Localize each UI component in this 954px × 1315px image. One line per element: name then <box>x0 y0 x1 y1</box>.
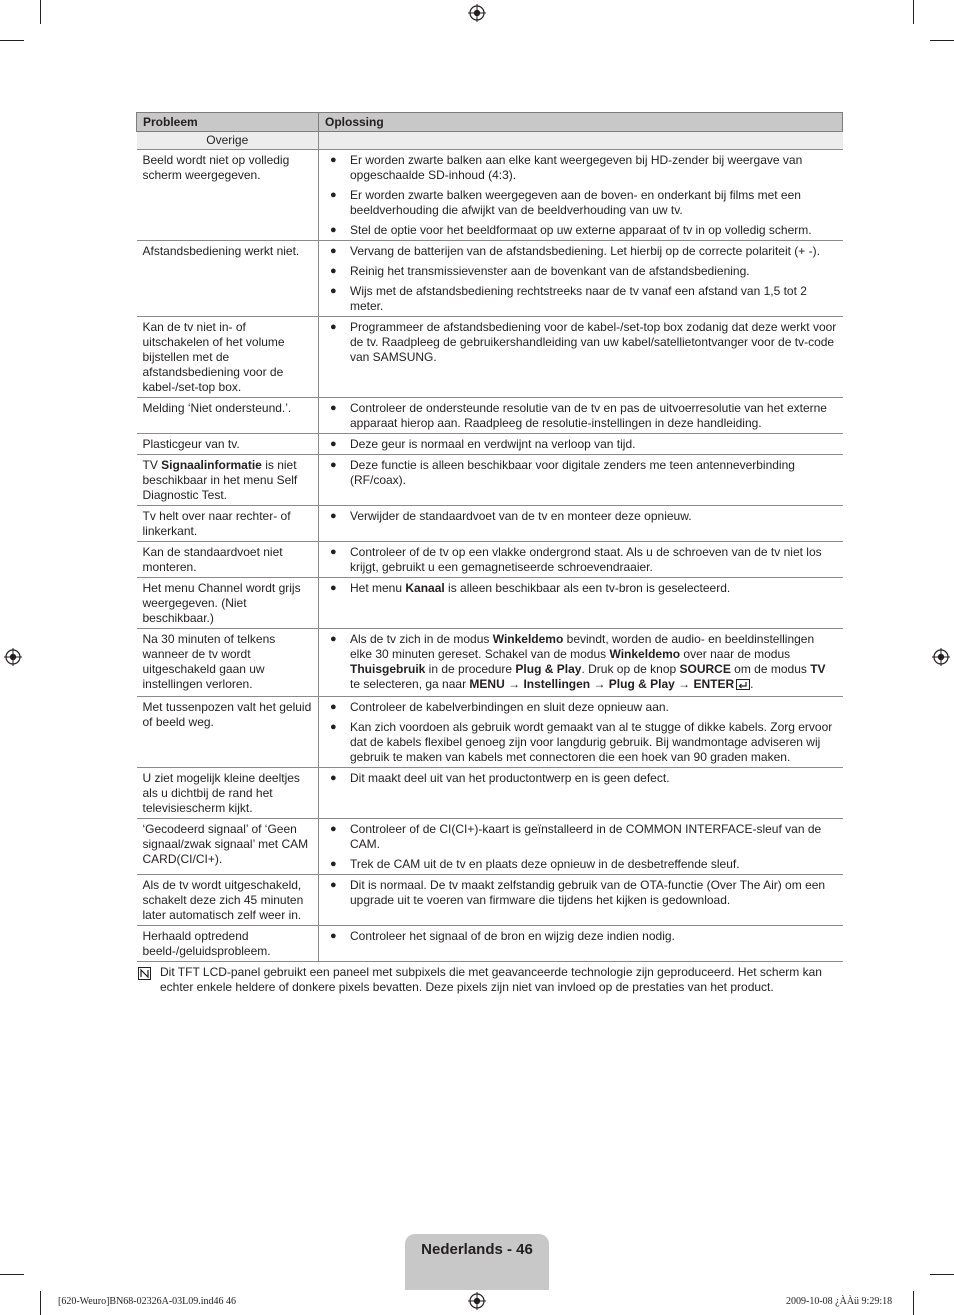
bold-term: Instellingen <box>523 677 591 691</box>
bullet-icon: ● <box>330 285 337 297</box>
crop-mark <box>930 40 954 41</box>
solution-cell <box>319 398 843 434</box>
bold-term: ENTER <box>693 677 735 691</box>
text-run: . <box>750 677 754 691</box>
table-row <box>137 455 843 506</box>
crop-mark <box>0 40 24 41</box>
solution-cell <box>319 542 843 578</box>
text-run: Deze functie is alleen beschikbaar voor digitale zenders me teen antenneverbinding (RF/coax). <box>350 458 795 487</box>
solution-list <box>325 822 837 872</box>
note <box>136 965 836 995</box>
bold-term: Signaalinformatie <box>161 458 262 472</box>
text-run: Controleer de ondersteunde resolutie van de tv en pas de uitvoerresolutie van het externe apparaat hierop aan. Raadpleeg de resolutie-instellingen in deze handleiding. <box>350 401 827 430</box>
solution-item <box>325 929 837 944</box>
bold-term: Winkeldemo <box>609 647 681 661</box>
registration-mark-icon <box>468 1292 486 1310</box>
text-run: Dit maakt deel uit van het productontwerp en is geen defect. <box>350 771 670 785</box>
text-run: Er worden zwarte balken aan elke kant weergegeven bij HD-zender bij weergave van opgeschaalde SD-inhoud (4:3). <box>350 153 803 182</box>
bullet-icon: ● <box>330 154 337 166</box>
problem-cell <box>137 926 319 962</box>
bullet-icon: ● <box>330 265 337 277</box>
solution-list <box>325 401 837 431</box>
problem-cell <box>137 768 319 819</box>
bullet-icon: ● <box>330 546 337 558</box>
page-number-label: Nederlands - 46 <box>421 1241 533 1258</box>
bullet-icon: ● <box>330 402 337 414</box>
text-run: Verwijder de standaardvoet van de tv en monteer deze opnieuw. <box>350 509 692 523</box>
bullet-icon: ● <box>330 858 337 870</box>
solution-item <box>325 223 837 238</box>
solution-list <box>325 771 837 786</box>
bold-term: Kanaal <box>405 581 445 595</box>
table-row <box>137 629 843 697</box>
text-run: Programmeer de afstandsbediening voor de kabel-/set-top box zodanig dat deze werkt voor de tv. Raadpleeg de gebruikershandleiding van uw kabel/satellietontvanger voor de tv-code van SAMSUNG. <box>350 320 837 364</box>
enter-icon <box>736 679 750 694</box>
solution-item <box>325 458 837 488</box>
table-row <box>137 241 843 317</box>
solution-item <box>325 401 837 431</box>
table-row <box>137 578 843 629</box>
problem-cell <box>137 434 319 455</box>
bold-term: Thuisgebruik <box>350 662 426 676</box>
text-run: Controleer of de tv op een vlakke ondergrond staat. Als u de schroeven van de tv niet los krijgt, gebruikt u een gemagnetiseerde schroevendraaier. <box>350 545 822 574</box>
text-run: Het menu <box>350 581 406 595</box>
text-run: Met tussenpozen valt het geluid of beeld weg. <box>142 700 312 729</box>
solution-list <box>325 458 837 488</box>
solution-cell <box>319 150 843 241</box>
solution-item <box>325 284 837 314</box>
registration-mark-icon <box>932 648 950 666</box>
solution-cell <box>319 875 843 926</box>
solution-item <box>325 244 837 259</box>
solution-list <box>325 581 837 596</box>
crop-mark <box>40 1291 41 1315</box>
footer-timestamp: 2009-10-08 ¿ÀÀü 9:29:18 <box>786 1296 893 1307</box>
text-run: Afstandsbediening werkt niet. <box>142 244 300 258</box>
text-run: Deze geur is normaal en verdwijnt na verloop van tijd. <box>350 437 636 451</box>
text-run: Dit is normaal. De tv maakt zelfstandig gebruik van de OTA-functie (Over The Air) om een upgrade uit te voeren van firmware die tijdens het kijken is gedownload. <box>350 878 826 907</box>
registration-mark-icon <box>468 4 486 22</box>
text-run: U ziet mogelijk kleine deeltjes als u dichtbij de rand het televisiescherm kijkt. <box>142 771 300 815</box>
bullet-icon: ● <box>330 772 337 784</box>
text-run: Herhaald optredend beeld-/geluidsprobleem. <box>142 929 271 958</box>
problem-cell <box>137 697 319 768</box>
bullet-icon: ● <box>330 721 337 733</box>
bullet-icon: ● <box>330 633 337 645</box>
solution-item <box>325 857 837 872</box>
text-run: Controleer de kabelverbindingen en sluit deze opnieuw aan. <box>350 700 669 714</box>
page-number-tab <box>405 1234 549 1290</box>
section-row <box>137 132 843 150</box>
solution-cell <box>319 434 843 455</box>
text-run: Controleer of de CI(CI+)-kaart is geïnstalleerd in de COMMON INTERFACE-sleuf van de CAM. <box>350 822 822 851</box>
problem-cell <box>137 578 319 629</box>
table-row <box>137 926 843 962</box>
section-empty-cell <box>319 132 843 150</box>
text-run: Als de tv zich in de modus <box>350 632 493 646</box>
solution-cell <box>319 926 843 962</box>
solution-list <box>325 545 837 575</box>
table-body <box>137 132 843 962</box>
bullet-icon: ● <box>330 930 337 942</box>
troubleshooting-table <box>136 112 843 962</box>
table-row <box>137 150 843 241</box>
text-run: Trek de CAM uit de tv en plaats deze opnieuw in de desbetreffende sleuf. <box>350 857 740 871</box>
problem-cell <box>137 455 319 506</box>
crop-mark <box>913 1291 914 1315</box>
bullet-icon: ● <box>330 224 337 236</box>
text-run: → <box>504 677 524 691</box>
text-run: Plasticgeur van tv. <box>142 437 240 451</box>
text-run: Het menu Channel wordt grijs weergegeven. (Niet beschikbaar.) <box>142 581 301 625</box>
bullet-icon: ● <box>330 701 337 713</box>
bullet-icon: ● <box>330 510 337 522</box>
text-run: in de procedure <box>425 662 516 676</box>
solution-list <box>325 700 837 765</box>
solution-cell <box>319 768 843 819</box>
text-run: Stel de optie voor het beeldformaat op uw externe apparaat of tv in op volledig scherm. <box>350 223 812 237</box>
solution-cell <box>319 578 843 629</box>
problem-cell <box>137 819 319 875</box>
text-run: → <box>674 677 694 691</box>
table-header-row <box>137 113 843 132</box>
solution-cell <box>319 629 843 697</box>
bullet-icon: ● <box>330 823 337 835</box>
text-run: Reinig het transmissievenster aan de bovenkant van de afstandsbediening. <box>350 264 750 278</box>
solution-list <box>325 929 837 944</box>
solution-item <box>325 188 837 218</box>
text-run: Beeld wordt niet op volledig scherm weergegeven. <box>142 153 290 182</box>
registration-mark-icon <box>4 648 22 666</box>
solution-item <box>325 437 837 452</box>
bullet-icon: ● <box>330 459 337 471</box>
solution-item <box>325 153 837 183</box>
section-label: Overige <box>137 132 319 150</box>
text-run: Na 30 minuten of telkens wanneer de tv wordt uitgeschakeld gaan uw instellingen verloren. <box>142 632 276 691</box>
text-run: bevindt, worden de audio- en beeldinstellingen elke 30 minuten gereset. Schakel van de modus <box>350 632 815 661</box>
solution-item <box>325 581 837 596</box>
table-row <box>137 542 843 578</box>
crop-mark <box>930 1274 954 1275</box>
solution-list <box>325 632 837 694</box>
crop-mark <box>0 1274 24 1275</box>
solution-list <box>325 437 837 452</box>
problem-cell <box>137 398 319 434</box>
solution-cell <box>319 455 843 506</box>
text-run: over naar de modus <box>680 647 791 661</box>
solution-cell <box>319 241 843 317</box>
solution-item <box>325 545 837 575</box>
bullet-icon: ● <box>330 321 337 333</box>
solution-cell <box>319 819 843 875</box>
text-run: TV <box>142 458 162 472</box>
bullet-icon: ● <box>330 582 337 594</box>
text-run: → <box>590 677 609 691</box>
solution-cell <box>319 317 843 398</box>
solution-list <box>325 244 837 314</box>
note-text: Dit TFT LCD-panel gebruikt een paneel met subpixels die met geavanceerde technologie zijn geproduceerd. Het scherm kan echter enkele heldere of donkere pixels bevatten. Deze pixels zijn niet van invloed op de prestaties van het product. <box>160 965 822 994</box>
solution-item <box>325 264 837 279</box>
text-run: Vervang de batterijen van de afstandsbediening. Let hierbij op de correcte polariteit (+ -). <box>350 244 820 258</box>
text-run: is alleen beschikbaar als een tv-bron is geselecteerd. <box>444 581 731 595</box>
problem-cell <box>137 629 319 697</box>
bullet-icon: ● <box>330 245 337 257</box>
bold-term: Plug & Play <box>515 662 582 676</box>
problem-cell <box>137 150 319 241</box>
table-row <box>137 697 843 768</box>
text-run: Kan zich voordoen als gebruik wordt gemaakt van al te stugge of dikke kabels. Zorg ervoor dat de kabels flexibel genoeg zijn voor langdurig gebruik. Bij wandmontage adviseren wij gebruik te maken van kabels met connectoren die een hoek van 90 graden maken. <box>350 720 833 764</box>
column-header-problem: Probleem <box>137 113 319 132</box>
table-row <box>137 398 843 434</box>
text-run: Er worden zwarte balken weergegeven aan de boven- en onderkant bij films met een beeldverhouding die afwijkt van de beeldverhouding van uw tv. <box>350 188 801 217</box>
bold-term: MENU <box>469 677 505 691</box>
solution-list <box>325 878 837 908</box>
solution-cell <box>319 506 843 542</box>
bold-term: TV <box>810 662 826 676</box>
solution-item <box>325 822 837 852</box>
column-header-solution: Oplossing <box>319 113 843 132</box>
text-run: te selecteren, ga naar <box>350 677 470 691</box>
table-row <box>137 819 843 875</box>
solution-item <box>325 771 837 786</box>
bold-term: Winkeldemo <box>492 632 564 646</box>
text-run: Controleer het signaal of de bron en wijzig deze indien nodig. <box>350 929 675 943</box>
text-run: Melding ‘Niet ondersteund.’. <box>142 401 292 415</box>
solution-item <box>325 632 837 694</box>
problem-cell <box>137 506 319 542</box>
solution-list <box>325 509 837 524</box>
bullet-icon: ● <box>330 879 337 891</box>
solution-item <box>325 320 837 365</box>
table-row <box>137 506 843 542</box>
solution-item <box>325 700 837 715</box>
problem-cell <box>137 241 319 317</box>
crop-mark <box>40 0 41 24</box>
bold-term: SOURCE <box>679 662 731 676</box>
text-run: om de modus <box>730 662 811 676</box>
bold-term: Plug & Play <box>608 677 675 691</box>
solution-list <box>325 320 837 365</box>
crop-mark <box>913 0 914 24</box>
solution-cell <box>319 697 843 768</box>
problem-cell <box>137 875 319 926</box>
text-run: Kan de tv niet in- of uitschakelen of het volume bijstellen met de afstandsbediening voor de kabel-/set-top box. <box>142 320 285 394</box>
bullet-icon: ● <box>330 189 337 201</box>
table-row <box>137 875 843 926</box>
table-row <box>137 434 843 455</box>
table-row <box>137 317 843 398</box>
text-run: Tv helt over naar rechter- of linkerkant. <box>142 509 291 538</box>
note-icon <box>138 967 151 984</box>
table-row <box>137 768 843 819</box>
bullet-icon: ● <box>330 438 337 450</box>
footer-file-info: [620-Weuro]BN68-02326A-03L09.ind46 46 <box>58 1296 237 1307</box>
solution-list <box>325 153 837 238</box>
problem-cell <box>137 317 319 398</box>
text-run: Wijs met de afstandsbediening rechtstreeks naar de tv vanaf een afstand van 1,5 tot 2 meter. <box>350 284 807 313</box>
text-run: Als de tv wordt uitgeschakeld, schakelt deze zich 45 minuten later automatisch zelf weer in. <box>142 878 304 922</box>
text-run: ‘Gecodeerd signaal’ of ‘Geen signaal/zwak signaal’ met CAM CARD(CI/CI+). <box>142 822 309 866</box>
solution-item <box>325 509 837 524</box>
problem-cell <box>137 542 319 578</box>
text-run: is niet beschikbaar in het menu Self Diagnostic Test. <box>142 458 298 502</box>
text-run: . Druk op de knop <box>581 662 680 676</box>
solution-item <box>325 720 837 765</box>
solution-item <box>325 878 837 908</box>
text-run: Kan de standaardvoet niet monteren. <box>142 545 283 574</box>
